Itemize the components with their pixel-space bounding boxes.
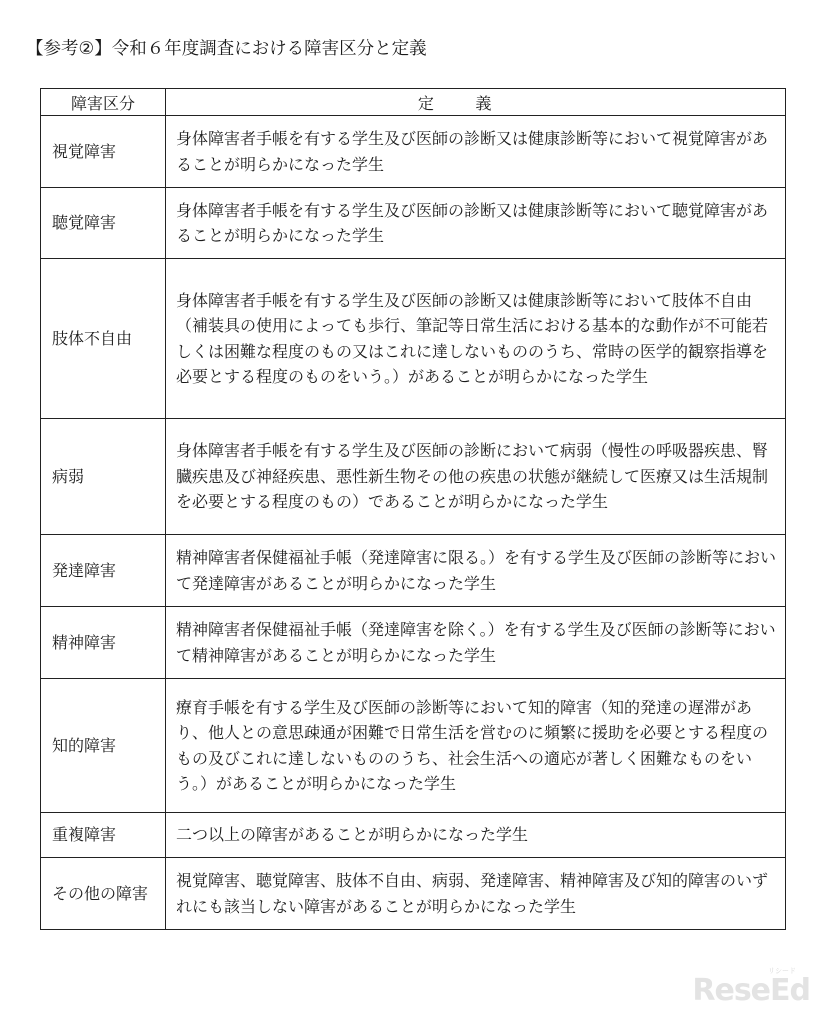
page-title: 【参考②】令和６年度調査における障害区分と定義 [26, 39, 427, 59]
table-row [41, 259, 786, 419]
table-row [41, 535, 786, 607]
table-row [41, 607, 786, 679]
row-category: 発達障害 [41, 535, 166, 607]
row-category: 重複障害 [41, 813, 166, 858]
header-category: 障害区分 [41, 89, 166, 116]
row-definition: 療育手帳を有する学生及び医師の診断等において知的障害（知的発達の遅滞があり、他人との意思疎通が困難で日常生活を営むのに頻繁に援助を必要とする程度のもの及びこれに達しないもののうち、社会生活への適応が著しく困難なものをいう。）があることが明らかになった学生 [166, 679, 786, 813]
table-row [41, 813, 786, 858]
row-category: 精神障害 [41, 607, 166, 679]
table-row [41, 116, 786, 188]
header-definition: 定義 [166, 89, 786, 116]
row-definition: 精神障害者保健福祉手帳（発達障害に限る。）を有する学生及び医師の診断等において発達障害があることが明らかになった学生 [166, 535, 786, 607]
row-definition: 視覚障害、聴覚障害、肢体不自由、病弱、発達障害、精神障害及び知的障害のいずれにも該当しない障害があることが明らかになった学生 [166, 858, 786, 930]
row-category: 知的障害 [41, 679, 166, 813]
table-header-row [41, 89, 786, 116]
row-category: 肢体不自由 [41, 259, 166, 419]
table-row [41, 188, 786, 259]
row-definition: 身体障害者手帳を有する学生及び医師の診断又は健康診断等において聴覚障害があることが明らかになった学生 [166, 188, 786, 259]
row-definition: 身体障害者手帳を有する学生及び医師の診断又は健康診断等において肢体不自由（補装具の使用によっても歩行、筆記等日常生活における基本的な動作が不可能若しくは困難な程度のもの又はこれに達しないもののうち、常時の医学的観察指導を必要とする程度のものをいう。）があることが明らかになった学生 [166, 259, 786, 419]
definition-table [40, 88, 786, 930]
row-category: その他の障害 [41, 858, 166, 930]
row-definition: 身体障害者手帳を有する学生及び医師の診断又は健康診断等において視覚障害があることが明らかになった学生 [166, 116, 786, 188]
watermark-logo: ReseEd [692, 973, 810, 1008]
row-definition: 二つ以上の障害があることが明らかになった学生 [166, 813, 786, 858]
table-row [41, 858, 786, 930]
row-definition: 精神障害者保健福祉手帳（発達障害を除く。）を有する学生及び医師の診断等において精神障害があることが明らかになった学生 [166, 607, 786, 679]
row-category: 視覚障害 [41, 116, 166, 188]
table-row [41, 679, 786, 813]
row-category: 病弱 [41, 419, 166, 535]
row-definition: 身体障害者手帳を有する学生及び医師の診断において病弱（慢性の呼吸器疾患、腎臓疾患及び神経疾患、悪性新生物その他の疾患の状態が継続して医療又は生活規制を必要とする程度のもの）であることが明らかになった学生 [166, 419, 786, 535]
table-row [41, 419, 786, 535]
watermark-subtitle: リシード [768, 967, 796, 975]
row-category: 聴覚障害 [41, 188, 166, 259]
